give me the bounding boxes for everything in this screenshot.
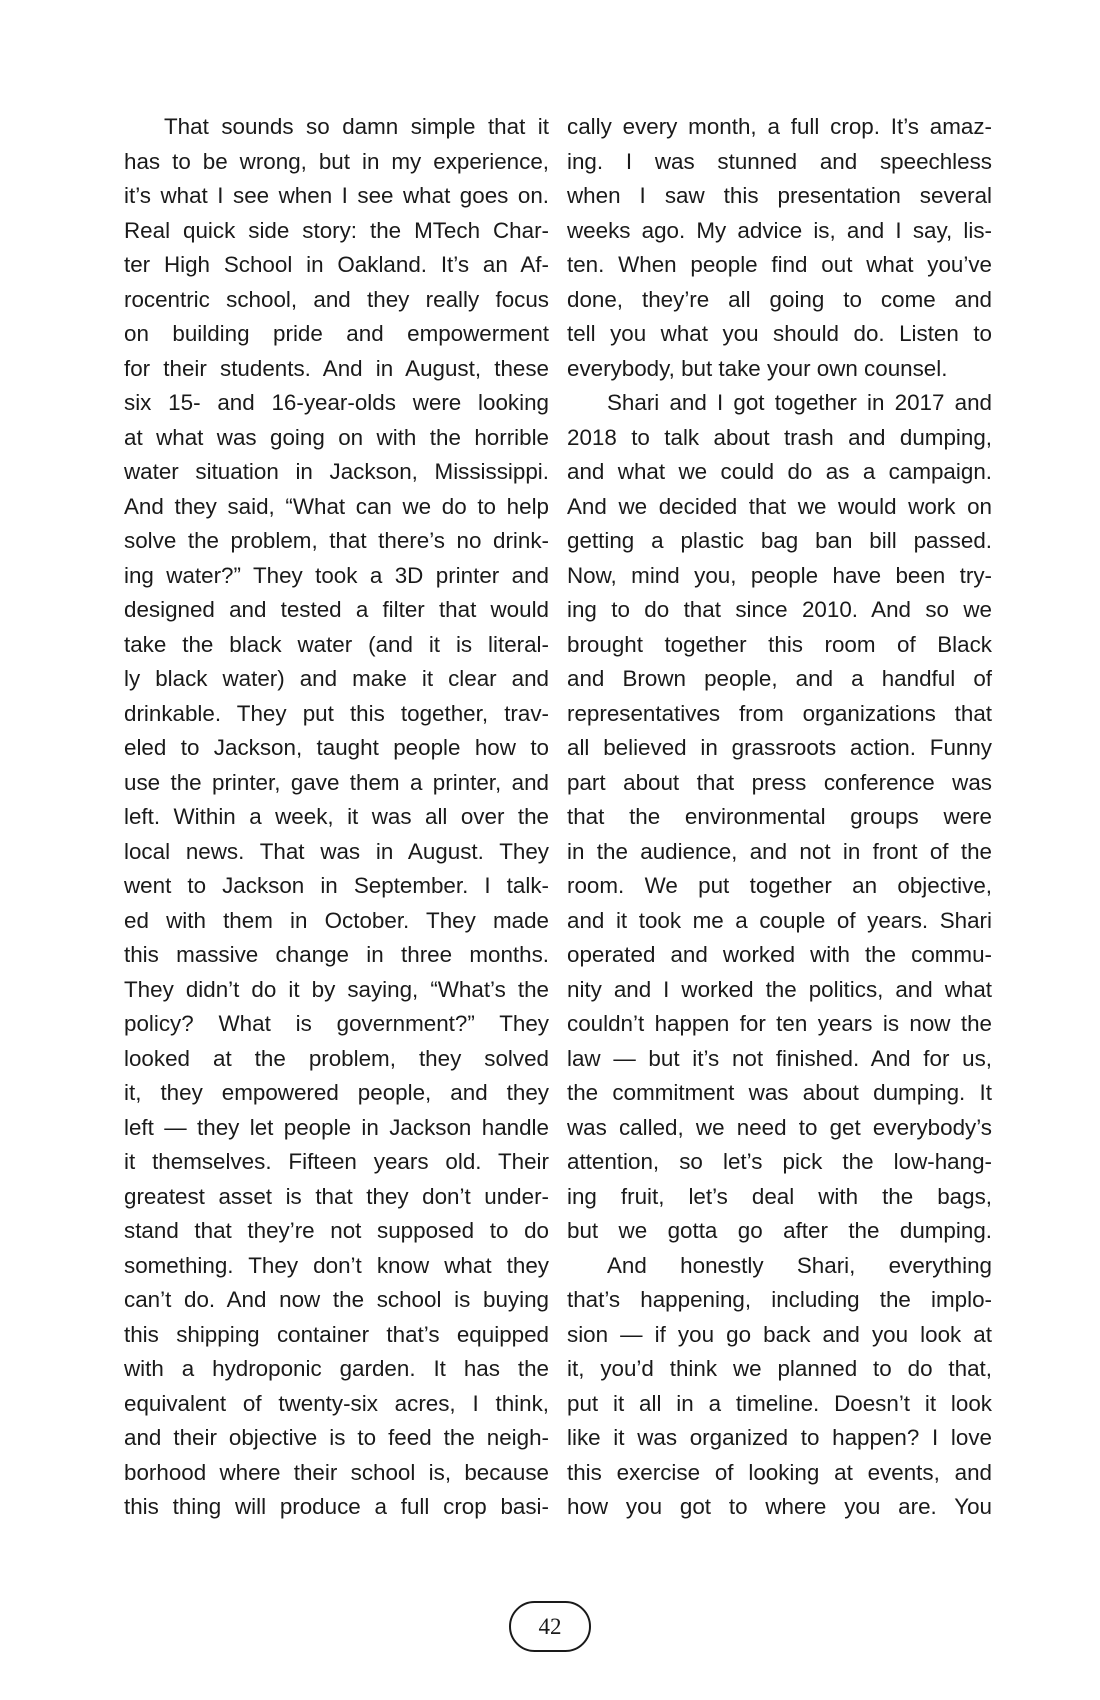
paragraph-line: put it all in a timeline. Doesn’t it look (567, 1390, 992, 1416)
paragraph-line: law — but it’s not finished. And for us, (567, 1045, 992, 1071)
paragraph-line: representatives from organizations that (567, 700, 992, 726)
paragraph-line: done, they’re all going to come and (567, 286, 992, 312)
paragraph-line: borhood where their school is, because (124, 1459, 549, 1485)
paragraph-line: use the printer, gave them a printer, and (124, 769, 549, 795)
paragraph-line: ing fruit, let’s deal with the bags, (567, 1183, 992, 1209)
paragraph-line: eled to Jackson, taught people how to (124, 735, 549, 760)
paragraph-line: ly black water) and make it clear and (124, 666, 549, 691)
paragraph-line: something. They don’t know what they (124, 1252, 549, 1278)
paragraph-line: and their objective is to feed the neigh- (124, 1425, 549, 1450)
paragraph-line: that’s happening, including the implo- (567, 1287, 992, 1312)
paragraph-line: designed and tested a filter that would (124, 597, 549, 622)
paragraph-line: can’t do. And now the school is buying (124, 1287, 549, 1312)
paragraph-line: greatest asset is that they don’t under- (124, 1183, 549, 1209)
paragraph-line: cally every month, a full crop. It’s amaz- (567, 114, 992, 139)
paragraph-line: brought together this room of Black (567, 631, 992, 657)
paragraph-line: this massive change in three months. (124, 942, 549, 967)
paragraph-line: this shipping container that’s equipped (124, 1321, 549, 1347)
paragraph-line: when I saw this presentation several (567, 183, 992, 208)
paragraph-line: stand that they’re not supposed to do (124, 1218, 549, 1243)
paragraph-line: They didn’t do it by saying, “What’s the (124, 976, 549, 1002)
page-number: 42 (538, 1613, 562, 1639)
paragraph-line: at what was going on with the horrible (124, 424, 549, 450)
paragraph-line: was called, we need to get everybody’s (567, 1114, 992, 1140)
paragraph-line: for their students. And in August, these (124, 355, 549, 381)
paragraph-line: all believed in grassroots action. Funny (567, 735, 992, 760)
paragraph-line: equivalent of twenty-six acres, I think, (124, 1390, 549, 1416)
paragraph-line: part about that press conference was (567, 769, 992, 795)
paragraph-line: Shari and I got together in 2017 and (607, 390, 992, 415)
paragraph-line: and what we could do as a campaign. (567, 459, 992, 484)
paragraph-line: water situation in Jackson, Mississippi. (124, 459, 549, 484)
paragraph-line: went to Jackson in September. I talk- (124, 873, 549, 898)
paragraph-line: tell you what you should do. Listen to (567, 321, 992, 346)
paragraph-line: the commitment was about dumping. It (567, 1080, 992, 1105)
paragraph-line: And they said, “What can we do to help (124, 493, 549, 519)
paragraph-line: operated and worked with the commu- (567, 942, 992, 967)
paragraph-line: drinkable. They put this together, trav- (124, 700, 549, 726)
left-text-column (124, 110, 549, 1525)
paragraph-line: and Brown people, and a handful of (567, 666, 992, 691)
paragraph-line: this thing will produce a full crop basi- (124, 1494, 549, 1519)
paragraph-line: 2018 to talk about trash and dumping, (567, 424, 992, 450)
paragraph-line: nity and I worked the politics, and what (567, 976, 992, 1002)
paragraph-line: weeks ago. My advice is, and I say, lis- (567, 217, 992, 243)
paragraph-line: ed with them in October. They made (124, 907, 549, 933)
paragraph-line: Real quick side story: the MTech Char- (124, 217, 549, 243)
paragraph-line: and it took me a couple of years. Shari (567, 907, 992, 933)
paragraph-line: That sounds so damn simple that it (164, 114, 549, 139)
paragraph-line: left — they let people in Jackson handle (124, 1114, 549, 1140)
paragraph-line: this exercise of looking at events, and (567, 1459, 992, 1485)
paragraph-line: looked at the problem, they solved (124, 1045, 549, 1071)
paragraph-line: rocentric school, and they really focus (124, 286, 549, 312)
paragraph-line: ing water?” They took a 3D printer and (124, 562, 549, 588)
paragraph-line: sion — if you go back and you look at (567, 1321, 992, 1347)
paragraph-line: ing to do that since 2010. And so we (567, 597, 992, 622)
paragraph-line: like it was organized to happen? I love (567, 1425, 992, 1450)
paragraph-line: room. We put together an objective, (567, 873, 992, 898)
paragraph-line: And honestly Shari, everything (607, 1252, 992, 1278)
paragraph-line: everybody, but take your own counsel. (567, 355, 948, 381)
paragraph-line: ter High School in Oakland. It’s an Af- (124, 252, 549, 277)
paragraph-line: it’s what I see when I see what goes on. (124, 183, 549, 208)
paragraph-line: that the environmental groups were (567, 804, 992, 829)
paragraph-line: ten. When people find out what you’ve (567, 252, 992, 277)
paragraph-line: but we gotta go after the dumping. (567, 1218, 992, 1243)
paragraph-line: left. Within a week, it was all over the (124, 804, 549, 829)
paragraph-line: policy? What is government?” They (124, 1011, 549, 1036)
paragraph-line: solve the problem, that there’s no drink- (124, 528, 549, 553)
right-text-column (567, 110, 992, 1525)
paragraph-line: it, they empowered people, and they (124, 1080, 549, 1105)
paragraph-line: And we decided that we would work on (567, 493, 992, 519)
paragraph-line: in the audience, and not in front of the (567, 838, 992, 864)
paragraph-line: it themselves. Fifteen years old. Their (124, 1149, 549, 1174)
paragraph-line: ing. I was stunned and speechless (567, 148, 992, 174)
paragraph-line: with a hydroponic garden. It has the (124, 1356, 549, 1381)
paragraph-line: local news. That was in August. They (124, 838, 549, 864)
paragraph-line: attention, so let’s pick the low-hang- (567, 1149, 992, 1174)
paragraph-line: has to be wrong, but in my experience, (124, 148, 549, 174)
paragraph-line: take the black water (and it is literal- (124, 631, 549, 657)
paragraph-line: getting a plastic bag ban bill passed. (567, 528, 992, 553)
paragraph-line: Now, mind you, people have been try- (567, 562, 992, 588)
page-number-badge (509, 1601, 591, 1652)
paragraph-line: on building pride and empowerment (124, 321, 549, 346)
paragraph-line: it, you’d think we planned to do that, (567, 1356, 992, 1381)
paragraph-line: six 15- and 16-year-olds were looking (124, 390, 549, 415)
paragraph-line: how you got to where you are. You (567, 1494, 992, 1519)
paragraph-line: couldn’t happen for ten years is now the (567, 1011, 992, 1036)
